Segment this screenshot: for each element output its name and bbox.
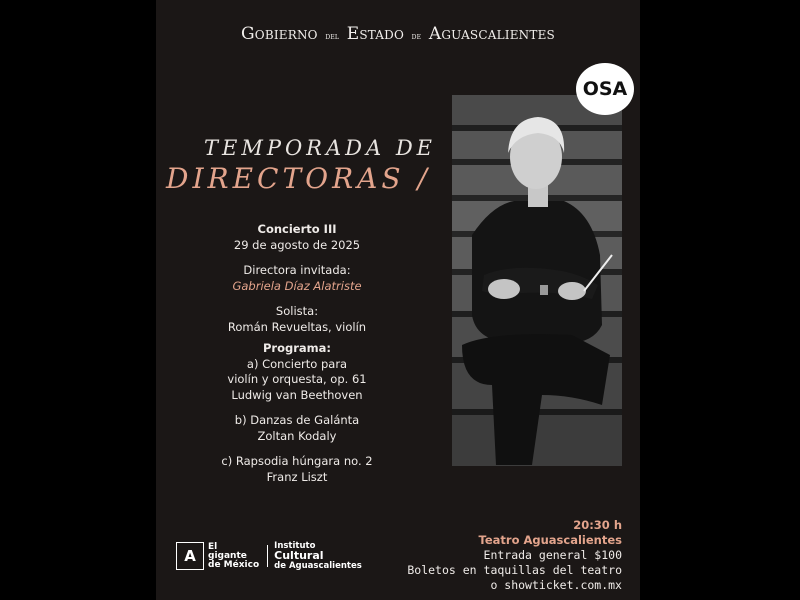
sponsor-logos — [176, 540, 362, 572]
concert-details — [156, 222, 438, 485]
gigante-line2: gigante — [208, 550, 247, 561]
program-line: Franz Liszt — [266, 469, 328, 484]
concert-number: Concierto III — [257, 222, 337, 236]
gigante-logo-icon: A — [176, 542, 204, 570]
gigante-line1: El — [208, 541, 218, 552]
program-line: Ludwig van Beethoven — [231, 387, 363, 402]
program-item-c — [156, 454, 438, 485]
logo-divider — [267, 545, 268, 567]
instituto-line2: Cultural — [274, 549, 324, 562]
header-gobierno: Gobierno — [241, 24, 318, 44]
concert-date: 29 de agosto de 2025 — [233, 237, 361, 252]
osa-logo: OSA — [576, 63, 634, 115]
program-line: b) Danzas de Galánta — [234, 413, 360, 427]
program-line: c) Rapsodia húngara no. 2 — [221, 454, 373, 468]
gigante-line3: de México — [208, 559, 260, 570]
event-time: 20:30 h — [573, 518, 622, 532]
season-title-line1: TEMPORADA DE — [203, 136, 436, 160]
header-de: de — [411, 32, 422, 41]
program-label: Programa: — [262, 341, 331, 355]
instituto-line3: de Aguascalientes — [274, 561, 362, 571]
header-aguascalientes: Aguascalientes — [428, 24, 555, 44]
program-line: Zoltan Kodaly — [257, 428, 337, 443]
header-del: del — [325, 32, 340, 41]
program-line: a) Concierto para — [246, 356, 348, 371]
program-line: violín y orquesta, op. 61 — [227, 372, 367, 386]
venue-details — [407, 518, 622, 593]
program-item-b — [156, 413, 438, 444]
government-header — [156, 24, 640, 44]
instituto-line1: Instituto — [274, 541, 316, 551]
director-label: Directora invitada: — [243, 263, 351, 277]
ticket-website: o showticket.com.mx — [490, 578, 622, 592]
season-title — [166, 136, 456, 195]
season-title-line2: DIRECTORAS / — [166, 162, 431, 195]
soloist-label: Solista: — [275, 304, 319, 318]
entry-price: Entrada general $100 — [483, 548, 622, 562]
gigante-logo-text — [208, 543, 259, 570]
header-estado: Estado — [346, 24, 405, 44]
instituto-cultural-logo — [274, 541, 362, 571]
concert-poster — [156, 0, 640, 600]
ticket-info: Boletos en taquillas del teatro — [407, 563, 622, 577]
program-item-a — [156, 357, 438, 404]
conductor-photo-image — [452, 95, 622, 466]
venue-name: Teatro Aguascalientes — [478, 533, 622, 547]
soloist-name: Román Revueltas, violín — [227, 319, 367, 334]
director-name: Gabriela Díaz Alatriste — [232, 278, 362, 293]
conductor-photo — [452, 95, 622, 466]
